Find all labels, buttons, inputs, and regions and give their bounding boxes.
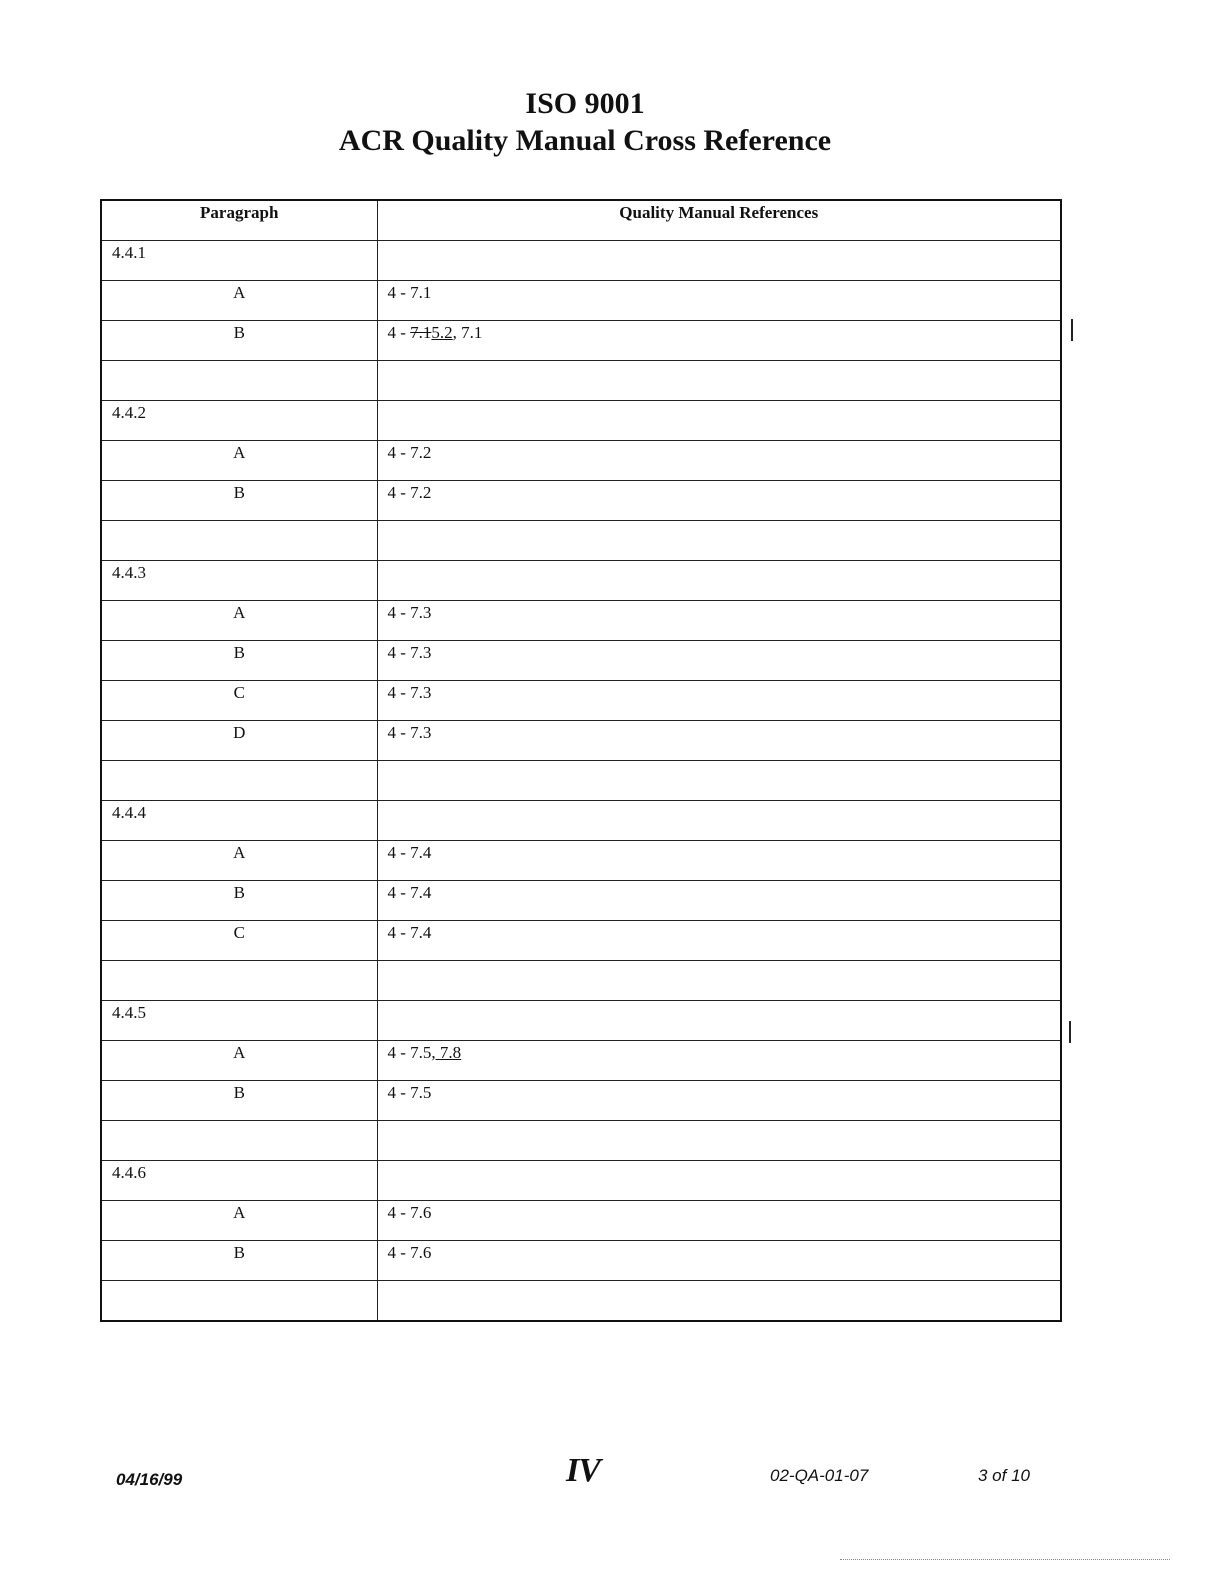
- revision-change-bar: [1069, 1021, 1071, 1043]
- blank-row: [101, 1281, 1061, 1322]
- paragraph-cell: C: [101, 681, 377, 721]
- footer-revision: IV: [566, 1452, 600, 1489]
- column-header-paragraph: Paragraph: [101, 200, 377, 241]
- reference-cell: [377, 521, 1061, 561]
- page-title: ISO 9001: [525, 87, 645, 120]
- blank-row: [101, 1121, 1061, 1161]
- paragraph-cell: A: [101, 601, 377, 641]
- revision-change-bar: [1071, 319, 1073, 341]
- reference-cell: [377, 561, 1061, 601]
- paragraph-cell: 4.4.1: [101, 241, 377, 281]
- deleted-reference: 7.1: [410, 323, 432, 342]
- inserted-reference: 5.2: [431, 323, 453, 342]
- table-row: [101, 1201, 1061, 1241]
- reference-cell: [377, 1041, 1061, 1081]
- table-row: [101, 281, 1061, 321]
- table-row: [101, 841, 1061, 881]
- section-row: [101, 241, 1061, 281]
- table-row: [101, 681, 1061, 721]
- paragraph-cell: [101, 1281, 377, 1322]
- table-body: [101, 241, 1061, 1322]
- paragraph-cell: [101, 361, 377, 401]
- reference-cell: [377, 241, 1061, 281]
- section-row: [101, 801, 1061, 841]
- reference-cell: 4 - 7.3: [377, 681, 1061, 721]
- paragraph-cell: B: [101, 641, 377, 681]
- paragraph-cell: 4.4.2: [101, 401, 377, 441]
- footer-divider: [840, 1559, 1170, 1561]
- reference-cell: [377, 761, 1061, 801]
- reference-cell: [377, 1161, 1061, 1201]
- table-row: [101, 1081, 1061, 1121]
- inserted-reference: , 7.8: [431, 1043, 462, 1062]
- paragraph-cell: A: [101, 1041, 377, 1081]
- table-row: [101, 921, 1061, 961]
- blank-row: [101, 761, 1061, 801]
- table-row: [101, 641, 1061, 681]
- section-row: [101, 401, 1061, 441]
- table-row: [101, 481, 1061, 521]
- reference-cell: 4 - 7.5: [377, 1081, 1061, 1121]
- section-row: [101, 561, 1061, 601]
- reference-cell: 4 - 7.4: [377, 921, 1061, 961]
- reference-cell: [377, 801, 1061, 841]
- paragraph-cell: B: [101, 1241, 377, 1281]
- paragraph-cell: [101, 761, 377, 801]
- table-row: [101, 601, 1061, 641]
- column-header-references: Quality Manual References: [377, 200, 1061, 241]
- reference-cell: [377, 1001, 1061, 1041]
- blank-row: [101, 361, 1061, 401]
- reference-cell: [377, 401, 1061, 441]
- paragraph-cell: 4.4.4: [101, 801, 377, 841]
- reference-cell: 4 - 7.1: [377, 281, 1061, 321]
- paragraph-cell: B: [101, 881, 377, 921]
- reference-cell: 4 - 7.3: [377, 641, 1061, 681]
- paragraph-cell: 4.4.5: [101, 1001, 377, 1041]
- reference-cell: 4 - 7.2: [377, 481, 1061, 521]
- paragraph-cell: B: [101, 1081, 377, 1121]
- table-row: [101, 441, 1061, 481]
- reference-text: , 7.1: [452, 323, 483, 342]
- reference-cell: 4 - 7.3: [377, 601, 1061, 641]
- reference-cell: 4 - 7.3: [377, 721, 1061, 761]
- paragraph-cell: C: [101, 921, 377, 961]
- paragraph-cell: D: [101, 721, 377, 761]
- paragraph-cell: A: [101, 841, 377, 881]
- reference-cell: 4 - 7.6: [377, 1241, 1061, 1281]
- reference-cell: [377, 321, 1061, 361]
- section-row: [101, 1001, 1061, 1041]
- reference-cell: [377, 1281, 1061, 1322]
- table-row: [101, 321, 1061, 361]
- reference-cell: [377, 361, 1061, 401]
- table-row: [101, 1241, 1061, 1281]
- paragraph-cell: B: [101, 321, 377, 361]
- reference-cell: 4 - 7.6: [377, 1201, 1061, 1241]
- paragraph-cell: A: [101, 1201, 377, 1241]
- paragraph-cell: [101, 521, 377, 561]
- reference-text: 4 - 7.5: [387, 1043, 432, 1062]
- page-subtitle: ACR Quality Manual Cross Reference: [338, 124, 832, 157]
- paragraph-cell: A: [101, 281, 377, 321]
- table-header-row: [101, 200, 1061, 241]
- footer-page-number: 3 of 10: [978, 1466, 1030, 1485]
- paragraph-cell: A: [101, 441, 377, 481]
- blank-row: [101, 521, 1061, 561]
- table-row: [101, 1041, 1061, 1081]
- table-row: [101, 881, 1061, 921]
- paragraph-cell: [101, 1121, 377, 1161]
- footer-doc-number: 02-QA-01-07: [770, 1466, 869, 1485]
- reference-cell: [377, 1121, 1061, 1161]
- paragraph-cell: [101, 961, 377, 1001]
- reference-cell: [377, 961, 1061, 1001]
- reference-cell: 4 - 7.2: [377, 441, 1061, 481]
- footer-date: 04/16/99: [116, 1470, 183, 1489]
- cross-reference-table: [100, 199, 1062, 1322]
- reference-cell: 4 - 7.4: [377, 841, 1061, 881]
- paragraph-cell: 4.4.3: [101, 561, 377, 601]
- reference-cell: 4 - 7.4: [377, 881, 1061, 921]
- table-row: [101, 721, 1061, 761]
- section-row: [101, 1161, 1061, 1201]
- reference-text: 4 -: [387, 323, 411, 342]
- paragraph-cell: 4.4.6: [101, 1161, 377, 1201]
- blank-row: [101, 961, 1061, 1001]
- paragraph-cell: B: [101, 481, 377, 521]
